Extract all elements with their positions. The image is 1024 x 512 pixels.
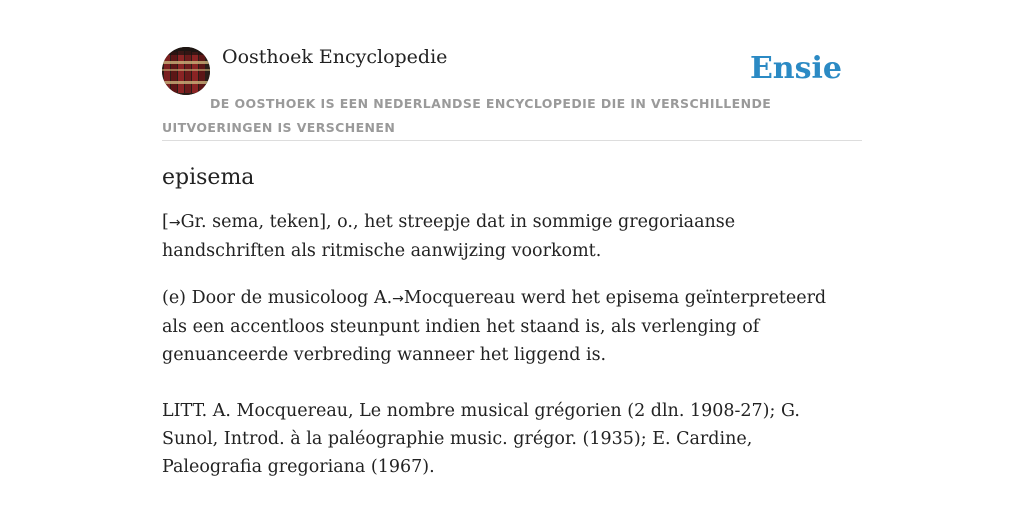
site-title[interactable]: Oosthoek Encyclopedie bbox=[222, 46, 448, 68]
explanation-paragraph bbox=[162, 284, 852, 369]
cross-reference-arrow-icon[interactable]: → bbox=[392, 291, 404, 307]
site-header bbox=[162, 44, 862, 141]
literature-paragraph: LITT. A. Mocquereau, Le nombre musical grégorien (2 dln. 1908-27); G. Sunol, Introd. à la paléographie music. grégor. (1935); E. Cardine, Paleografia gregoriana (1967). bbox=[162, 401, 800, 477]
explanation-text-after: Mocquereau werd het episema geïnterpreteerd als een accentloos steunpunt indien het staand is, als verlenging of genuanceerde verbreding wanneer het liggend is. bbox=[162, 288, 827, 365]
definition-paragraph bbox=[162, 208, 852, 265]
site-tagline: DE OOSTHOEK IS EEN NEDERLANDSE ENCYCLOPEDIE DIE IN VERSCHILLENDE UITVOERINGEN IS VERSCHENEN bbox=[162, 96, 772, 135]
cross-reference-arrow-icon[interactable]: → bbox=[168, 215, 181, 231]
explanation-text-before: (e) Door de musicoloog A. bbox=[162, 288, 393, 308]
entry-title: episema bbox=[162, 165, 255, 190]
definition-text: Gr. sema, teken], o., het streepje dat in sommige gregoriaanse handschriften als ritmische aanwijzing voorkomt. bbox=[162, 212, 736, 261]
ensie-brand-link[interactable]: Ensie bbox=[749, 51, 842, 86]
bracket-prefix: [ bbox=[162, 212, 169, 232]
books-image bbox=[162, 47, 210, 95]
encyclopedia-books-logo[interactable] bbox=[162, 47, 210, 95]
entry-content bbox=[162, 162, 852, 500]
